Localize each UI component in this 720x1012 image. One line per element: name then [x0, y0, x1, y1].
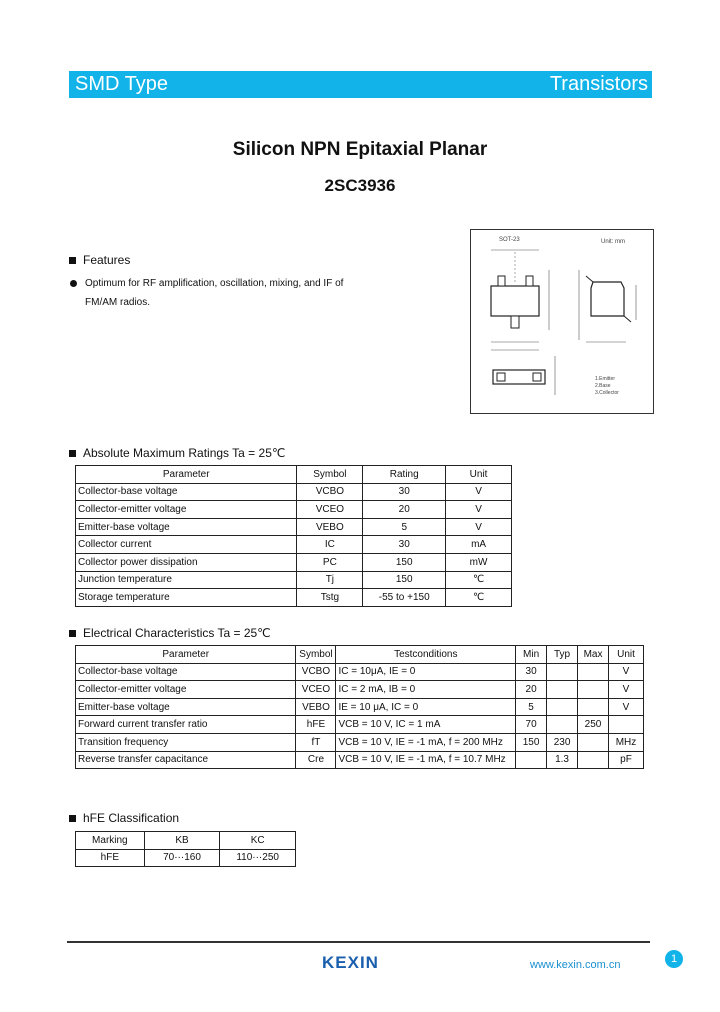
- package-unit-label: Unit: mm: [601, 239, 625, 245]
- cell: VCEO: [297, 501, 363, 519]
- feature-text-2: FM/AM radios.: [85, 297, 151, 308]
- col-header: Symbol: [297, 466, 363, 484]
- cell: Junction temperature: [76, 571, 297, 589]
- table-row: [76, 536, 512, 554]
- cell: 20: [363, 501, 446, 519]
- cell: Tj: [297, 571, 363, 589]
- cell: VEBO: [297, 518, 363, 536]
- cell: mW: [446, 553, 512, 571]
- cell: 70: [516, 716, 547, 734]
- table-row: [76, 589, 512, 607]
- table-header-row: [76, 832, 296, 850]
- cell: ℃: [446, 589, 512, 607]
- table-row: [76, 518, 512, 536]
- cell: 150: [363, 553, 446, 571]
- hfe-table: [75, 831, 296, 867]
- banner-left-text: SMD Type: [75, 73, 168, 95]
- cell: [578, 698, 609, 716]
- feature-text-1: Optimum for RF amplification, oscillation, mixing, and IF of: [85, 278, 344, 289]
- cell: 30: [363, 483, 446, 501]
- banner-right-text: Transistors: [549, 73, 648, 95]
- cell: VCBO: [296, 663, 336, 681]
- package-drawing: [470, 229, 654, 414]
- bullet-square-icon: [69, 257, 76, 264]
- cell: 150: [516, 733, 547, 751]
- table-row: [76, 663, 644, 681]
- pin-label-2: 2.Base: [595, 383, 611, 389]
- col-header: Min: [516, 646, 547, 664]
- features-heading-text: Features: [83, 253, 131, 267]
- abs-max-heading-text: Absolute Maximum Ratings Ta = 25℃: [83, 446, 286, 460]
- col-header: Parameter: [76, 466, 297, 484]
- cell: VCB = 10 V, IE = -1 mA, f = 200 MHz: [336, 733, 516, 751]
- cell: Storage temperature: [76, 589, 297, 607]
- kexin-logo: KEXIN: [322, 953, 379, 972]
- cell: 20: [516, 681, 547, 699]
- table-row: [76, 483, 512, 501]
- col-header: KB: [144, 832, 220, 850]
- cell: IC = 2 mA, IB = 0: [336, 681, 516, 699]
- cell: hFE: [76, 849, 145, 867]
- cell: [516, 751, 547, 769]
- cell: [578, 663, 609, 681]
- features-list: [70, 274, 343, 312]
- cell: [578, 751, 609, 769]
- cell: -55 to +150: [363, 589, 446, 607]
- header-banner: [69, 71, 652, 98]
- cell: Collector-base voltage: [76, 483, 297, 501]
- cell: Forward current transfer ratio: [76, 716, 296, 734]
- cell: Collector current: [76, 536, 297, 554]
- col-header: Marking: [76, 832, 145, 850]
- cell: VEBO: [296, 698, 336, 716]
- cell: VCB = 10 V, IE = -1 mA, f = 10.7 MHz: [336, 751, 516, 769]
- table-row: [76, 571, 512, 589]
- cell: mA: [446, 536, 512, 554]
- col-header: Rating: [363, 466, 446, 484]
- cell: VCB = 10 V, IC = 1 mA: [336, 716, 516, 734]
- bullet-dot-icon: [70, 280, 77, 287]
- col-header: KC: [220, 832, 296, 850]
- bullet-square-icon: [69, 450, 76, 457]
- table-row: [76, 733, 644, 751]
- cell: 30: [363, 536, 446, 554]
- footer-divider: [67, 941, 650, 943]
- cell: pF: [609, 751, 644, 769]
- cell: IE = 10 μA, IC = 0: [336, 698, 516, 716]
- elec-heading-text: Electrical Characteristics Ta = 25℃: [83, 626, 271, 640]
- table-row: [76, 501, 512, 519]
- cell: [609, 716, 644, 734]
- table-row: [76, 751, 644, 769]
- cell: Reverse transfer capacitance: [76, 751, 296, 769]
- col-header: Max: [578, 646, 609, 664]
- cell: V: [446, 501, 512, 519]
- cell: V: [446, 483, 512, 501]
- package-outline-icon: [471, 230, 653, 413]
- cell: [578, 681, 609, 699]
- feature-item: [70, 274, 343, 293]
- cell: Collector power dissipation: [76, 553, 297, 571]
- cell: Collector-base voltage: [76, 663, 296, 681]
- cell: ℃: [446, 571, 512, 589]
- cell: 230: [547, 733, 578, 751]
- cell: PC: [297, 553, 363, 571]
- cell: Cre: [296, 751, 336, 769]
- cell: V: [609, 681, 644, 699]
- cell: [547, 698, 578, 716]
- table-row: [76, 698, 644, 716]
- doc-title: Silicon NPN Epitaxial Planar: [232, 139, 488, 160]
- abs-max-table: [75, 465, 512, 607]
- cell: [547, 681, 578, 699]
- pin-label-3: 3.Collector: [595, 390, 619, 396]
- bullet-square-icon: [69, 630, 76, 637]
- cell: 110···250: [220, 849, 296, 867]
- col-header: Unit: [446, 466, 512, 484]
- table-row: [76, 553, 512, 571]
- col-header: Typ: [547, 646, 578, 664]
- cell: V: [446, 518, 512, 536]
- table-header-row: [76, 646, 644, 664]
- cell: Collector-emitter voltage: [76, 681, 296, 699]
- cell: 150: [363, 571, 446, 589]
- bullet-square-icon: [69, 815, 76, 822]
- cell: IC = 10μA, IE = 0: [336, 663, 516, 681]
- elec-heading: [69, 626, 271, 640]
- col-header: Symbol: [296, 646, 336, 664]
- table-row: [76, 681, 644, 699]
- cell: 5: [363, 518, 446, 536]
- cell: Tstg: [297, 589, 363, 607]
- cell: hFE: [296, 716, 336, 734]
- hfe-heading-text: hFE Classification: [83, 811, 180, 825]
- features-heading: [69, 253, 130, 267]
- part-number: 2SC3936: [324, 176, 396, 195]
- cell: V: [609, 663, 644, 681]
- cell: 5: [516, 698, 547, 716]
- cell: [547, 716, 578, 734]
- pin-label-1: 1.Emitter: [595, 376, 616, 382]
- website-link[interactable]: www.kexin.com.cn: [530, 959, 621, 971]
- col-header: Unit: [609, 646, 644, 664]
- cell: 1.3: [547, 751, 578, 769]
- cell: 30: [516, 663, 547, 681]
- cell: Transition frequency: [76, 733, 296, 751]
- page-number: 1: [665, 950, 683, 968]
- elec-table: [75, 645, 644, 769]
- col-header: Parameter: [76, 646, 296, 664]
- col-header: Testconditions: [336, 646, 516, 664]
- table-row: [76, 849, 296, 867]
- hfe-heading: [69, 811, 179, 825]
- table-row: [76, 716, 644, 734]
- cell: [547, 663, 578, 681]
- cell: VCBO: [297, 483, 363, 501]
- cell: 250: [578, 716, 609, 734]
- cell: IC: [297, 536, 363, 554]
- cell: Emitter-base voltage: [76, 518, 297, 536]
- table-header-row: [76, 466, 512, 484]
- package-name-label: SOT-23: [499, 237, 520, 243]
- cell: V: [609, 698, 644, 716]
- cell: [578, 733, 609, 751]
- abs-max-heading: [69, 446, 285, 460]
- cell: Emitter-base voltage: [76, 698, 296, 716]
- cell: VCEO: [296, 681, 336, 699]
- cell: Collector-emitter voltage: [76, 501, 297, 519]
- cell: fT: [296, 733, 336, 751]
- cell: MHz: [609, 733, 644, 751]
- cell: 70···160: [144, 849, 220, 867]
